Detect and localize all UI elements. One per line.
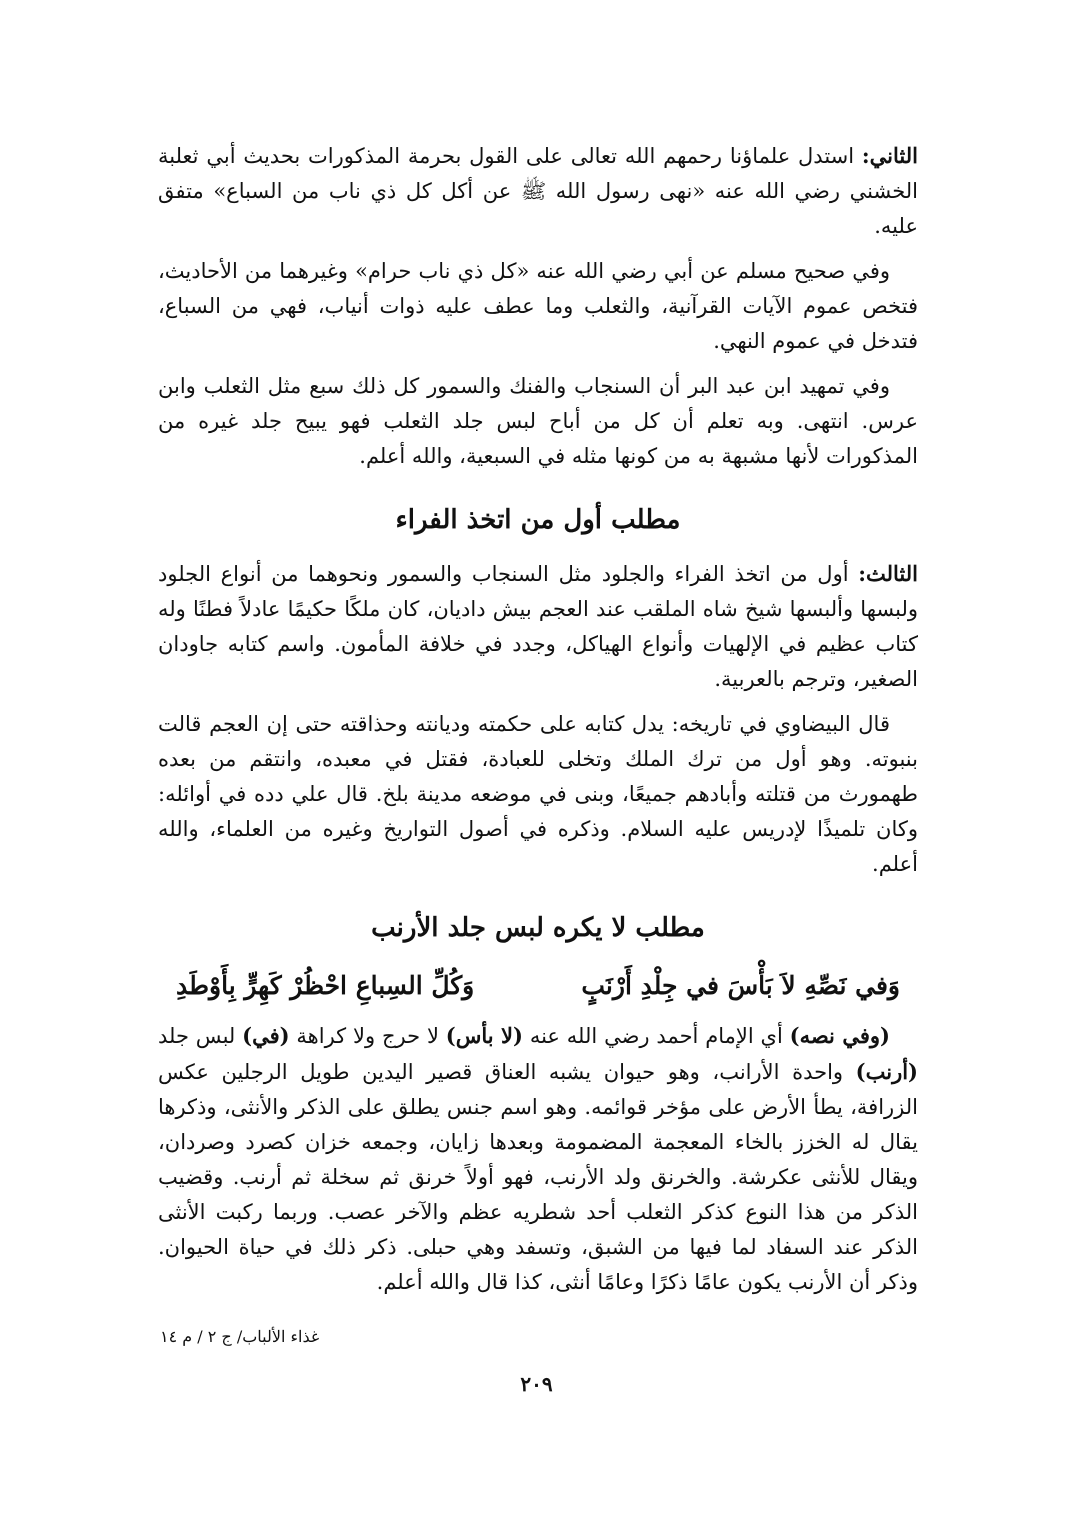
paragraph-lead: الثالث: (858, 561, 918, 586)
paragraph-lead: الثاني: (861, 143, 918, 168)
verse-first-hemistich: وَفي نَصِّهِ لاَ بَأْسَ في جِلْدِ أَرْنَبٍ (581, 971, 900, 1000)
page-number: ٢٠٩ (520, 1372, 553, 1396)
paragraph-third-point (158, 556, 918, 697)
commentary-text: لبس جلد (158, 1024, 243, 1048)
footer-reference: غذاء الألباب/ ج ٢ / م ١٤ (160, 1327, 320, 1346)
section-heading-rabbit-skin: مطلب لا يكره لبس جلد الأرنب (371, 913, 705, 943)
section-heading-first-fur: مطلب أول من اتخذ الفراء (395, 505, 681, 535)
paragraph-muslim-hadith (158, 254, 918, 359)
paragraph-rabbit-commentary (158, 1018, 918, 1300)
paragraph-baydawi (158, 707, 918, 882)
verse-second-hemistich: وَكُلِّ السِباعِ احْظُرْ كَهِرٍّ بِأَوْطَدِ (176, 971, 475, 1000)
commentary-text: لا حرج ولا كراهة (289, 1024, 446, 1048)
commentary-term: (أرنب) (855, 1059, 918, 1084)
paragraph-text: قال البيضاوي في تاريخه: يدل كتابه على حكمته وديانته وحذاقته حتى إن العجم قالت بنبوته. وهو أول من ترك الملك وتخلى للعبادة، فقتل في معبده، وانتقم من بعده طهمورث من قتلته وأبادهم جميعًا، وبنى في موضعه مدينة بلخ. قال علي دده في أوائله: وكان تلميذًا لإدريس عليه السلام. وذكره في أصول التواريخ وغيره من العلماء، والله أعلم. (158, 712, 918, 876)
commentary-term: (في) (242, 1023, 290, 1048)
commentary-text: أي الإمام أحمد رضي الله عنه (522, 1024, 790, 1048)
commentary-term: (لا بأس) (445, 1023, 523, 1048)
poetry-verse (176, 964, 900, 1008)
page-body (158, 138, 918, 1310)
paragraph-second-evidence (158, 138, 918, 244)
commentary-term: (وفي نصه) (789, 1023, 890, 1048)
commentary-text: واحدة الأرانب، وهو حيوان يشبه العناق قصير اليدين طويل الرجلين عكس الزرافة، يطأ الأرض على مؤخر قوائمه. وهو اسم جنس يطلق على الذكر والأنثى، وذكرها يقال له الخزز بالخاء المعجمة المضمومة وبعدها زايان، وجمعه خزان كصرد وصردان، ويقال للأنثى عكرشة. والخرنق ولد الأرنب، فهو أولاً خرنق ثم سخلة ثم أرنب. وقضيب الذكر من هذا النوع كذكر الثعلب أحد شطريه عظم والآخر عصب. وربما ركبت الأنثى الذكر عند السفاد لما فيها من الشبق، وتسفد وهي حبلى. ذكر ذلك في حياة الحيوان. وذكر أن الأرنب يكون عامًا ذكرًا وعامًا أنثى، كذا قال والله أعلم. (158, 1060, 918, 1294)
paragraph-tamhid (158, 369, 918, 474)
paragraph-text: وفي صحيح مسلم عن أبي رضي الله عنه «كل ذي ناب حرام» وغيرهما من الأحاديث، فتخص عموم الآيات القرآنية، والثعلب وما عطف عليه ذوات أنياب، فهي من السباع، فتدخل في عموم النهي. (158, 259, 918, 353)
paragraph-text: استدل علماؤنا رحمهم الله تعالى على القول بحرمة المذكورات بحديث أبي ثعلبة الخشني رضي الله عنه «نهى رسول الله ﷺ عن أكل كل ذي ناب من السباع» متفق عليه. (158, 144, 918, 238)
paragraph-text: أول من اتخذ الفراء والجلود مثل السنجاب والسمور ونحوهما من أنواع الجلود ولبسها وألبسها شيخ شاه الملقب عند العجم بيش داديان، كان ملكًا حكيمًا عادلاً فطنًا وله كتاب عظيم في الإلهيات وأنواع الهياكل، وجدد في خلافة المأمون. واسم كتابه جاودان الصغير، وترجم بالعربية. (158, 562, 918, 691)
paragraph-text: وفي تمهيد ابن عبد البر أن السنجاب والفنك والسمور كل ذلك سبع مثل الثعلب وابن عرس. انتهى. وبه تعلم أن كل من أباح لبس جلد الثعلب فهو يبيح جلد غيره من المذكورات لأنها مشبهة به من كونها مثله في السبعية، والله أعلم. (158, 374, 918, 468)
